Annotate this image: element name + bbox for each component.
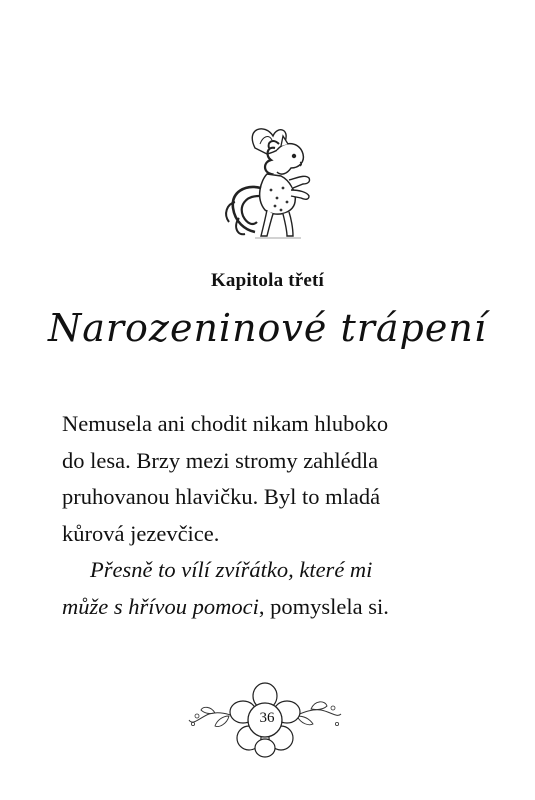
italic-thought: Přesně to vílí zvířátko, které mi <box>90 557 373 582</box>
body-line-italic <box>62 552 482 589</box>
italic-thought: může s hřívou pomoci <box>62 593 259 619</box>
winged-pony-illustration <box>205 118 325 248</box>
body-line: Nemusela ani chodit nikam hluboko <box>62 411 389 436</box>
body-line-rest: , pomyslela si. <box>258 593 389 619</box>
page-number: 36 <box>259 710 275 726</box>
chapter-title: Narozeninové trápení <box>47 306 487 350</box>
chapter-label: Kapitola třetí <box>210 270 325 291</box>
body-line: kůrová jezevčice. <box>62 520 220 546</box>
body-line-mixed <box>62 589 482 626</box>
body-line: do lesa. Brzy mezi stromy zahlédla <box>62 447 379 473</box>
body-paragraph <box>62 406 482 625</box>
body-line: pruhovanou hlavičku. Byl to mladá <box>62 484 381 509</box>
